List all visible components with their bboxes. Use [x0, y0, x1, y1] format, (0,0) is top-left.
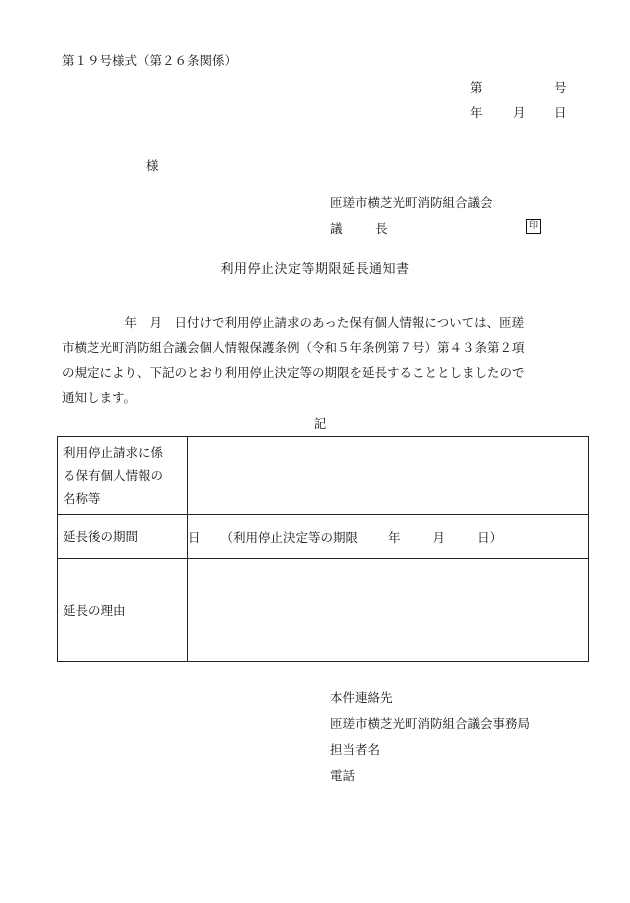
table-row — [58, 515, 589, 559]
date-year: 年 — [470, 105, 483, 120]
reason-value-cell[interactable] — [188, 559, 589, 662]
contact-person: 担当者名 — [330, 742, 381, 757]
row-label-information — [58, 437, 188, 515]
table-row — [58, 437, 589, 515]
date-day: 日 — [554, 105, 567, 120]
addressee: 様 — [146, 158, 159, 173]
row-label-reason: 延長の理由 — [58, 559, 188, 662]
document-title: 利用停止決定等期限延長通知書 — [220, 262, 410, 277]
sender-organization: 匝瑳市横芝光町消防組合議会 — [330, 195, 493, 210]
contact-office: 匝瑳市横芝光町消防組合議会事務局 — [330, 716, 531, 731]
sender-title: 議 長 — [330, 221, 398, 236]
label-line: 名称等 — [63, 491, 101, 506]
form-number: 第１９号様式（第２６条関係） — [62, 53, 238, 68]
body-line-3: の規定により、下記のとおり利用停止決定等の期限を延長することとしましたので — [62, 365, 525, 380]
body-line-4: 通知します。 — [62, 390, 137, 405]
row-label-period: 延長後の期間 — [58, 515, 188, 559]
body-line-2: 市横芝光町消防組合議会個人情報保護条例（令和５年条例第７号）第４３条第２項 — [62, 340, 525, 355]
information-value-cell[interactable] — [188, 437, 589, 515]
detail-table — [57, 436, 589, 662]
label-line: る保有個人情報の — [63, 468, 164, 483]
period-deadline-open: （利用停止決定等の期限 — [220, 529, 359, 545]
contact-heading: 本件連絡先 — [330, 690, 393, 705]
period-day-close: 日） — [477, 529, 503, 545]
body-text — [62, 310, 586, 410]
date-month: 月 — [513, 105, 526, 120]
doc-number-suffix: 号 — [554, 80, 567, 95]
seal-mark: 印 — [526, 219, 541, 234]
period-day: 日 — [188, 529, 201, 545]
period-year: 年 — [388, 529, 401, 545]
doc-number-prefix: 第 — [470, 80, 483, 95]
contact-phone: 電話 — [330, 768, 356, 783]
ki-heading: 記 — [313, 416, 327, 431]
body-line-1: 年 月 日付けで利用停止請求のあった保有個人情報については、匝瑳 — [62, 315, 525, 330]
table-row — [58, 559, 589, 662]
label-line: 利用停止請求に係 — [63, 445, 164, 460]
period-value-cell[interactable] — [188, 515, 589, 559]
period-month: 月 — [432, 529, 446, 545]
